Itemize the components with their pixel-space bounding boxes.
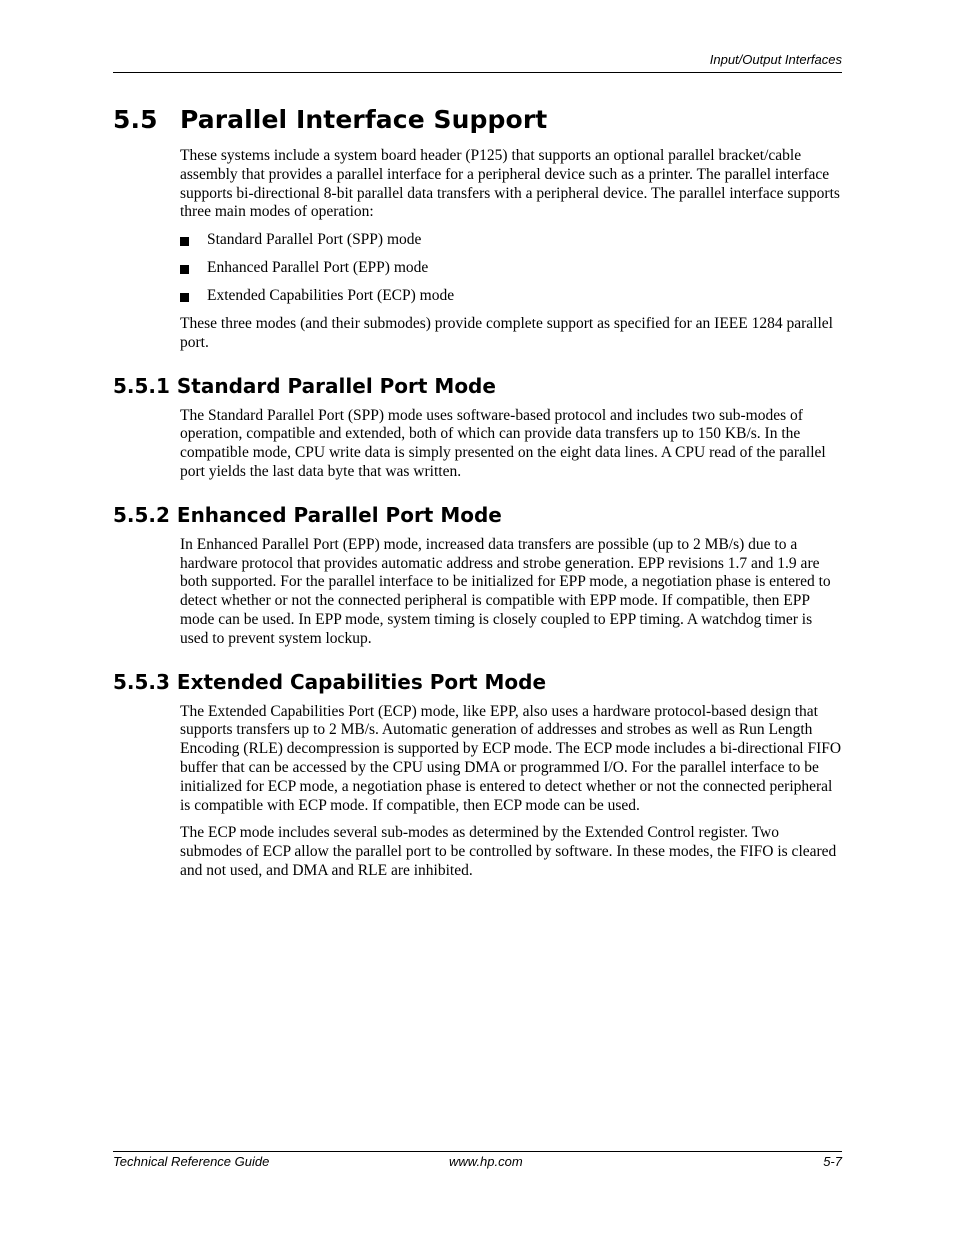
list-item: Extended Capabilities Port (ECP) mode	[180, 287, 842, 306]
page-header: Input/Output Interfaces	[709, 52, 842, 67]
page-footer	[113, 1154, 842, 1170]
bullet-square-icon	[180, 237, 189, 246]
header-rule	[113, 72, 842, 73]
footer-url: www.hp.com	[449, 1154, 523, 1169]
section-intro: These systems include a system board header (P125) that supports an optional parallel bracket/cable assembly that provides a parallel interface for a peripheral device such as a printer. The parallel interface supports bi-directional 8-bit parallel data transfers with a peripheral device. The parallel interface supports three main modes of operation:	[180, 147, 840, 221]
list-item: Standard Parallel Port (SPP) mode	[180, 231, 842, 250]
bullet-square-icon	[180, 265, 189, 274]
modes-list	[113, 231, 842, 306]
ecp-paragraph-1: The Extended Capabilities Port (ECP) mode, like EPP, also uses a hardware protocol-based design that supports transfers up to 2 MB/s. Automatic generation of addresses and strobes as well as Run Length Encoding (RLE) decompression is supported by ECP mode. The ECP mode includes a bi-directional FIFO buffer that can be accessed by the CPU using DMA or programmed I/O. For the parallel interface to be initialized for ECP mode, a negotiation phase is entered to detect whether or not the connected peripheral is compatible with ECP mode. If compatible, then ECP mode can be used.	[180, 702, 842, 814]
epp-paragraph: In Enhanced Parallel Port (EPP) mode, increased data transfers are possible (up to 2 MB/s) due to a hardware protocol that provides automatic address and strobe generation. EPP revisions 1.7 and 1.9 are both supported. For the parallel interface to be initialized for EPP mode, a negotiation phase is entered to detect whether or not the connected peripheral is compatible with EPP mode. If compatible, then EPP mode can be used. In EPP mode, system timing is closely coupled to EPP timing. A watchdog timer is used to prevent system lockup.	[180, 535, 831, 647]
subsection-heading-spp: 5.5.1 Standard Parallel Port Mode	[113, 373, 496, 398]
spp-paragraph: The Standard Parallel Port (SPP) mode uses software-based protocol and includes two sub-modes of operation, compatible and extended, both of which can provide data transfers up to 150 KB/s. In the compatible mode, CPU write data is simply presented on the eight data lines. A CPU read of the parallel port yields the last data byte that was written.	[180, 406, 826, 480]
footer-rule	[113, 1151, 842, 1152]
footer-page-number: 5-7	[823, 1154, 842, 1169]
footer-guide-title: Technical Reference Guide	[113, 1154, 270, 1169]
page-content	[113, 100, 842, 881]
ecp-paragraph-2: The ECP mode includes several sub-modes as determined by the Extended Control register. Two submodes of ECP allow the parallel port to be controlled by software. In these modes, the FIFO is cleared and not used, and DMA and RLE are inhibited.	[180, 824, 837, 879]
section-title: Parallel Interface Support	[180, 105, 548, 134]
section-number: 5.5	[113, 105, 158, 134]
section-outro: These three modes (and their submodes) provide complete support as specified for an IEEE 1284 parallel port.	[180, 314, 833, 351]
list-item: Enhanced Parallel Port (EPP) mode	[180, 259, 842, 278]
section-heading	[113, 101, 842, 139]
subsection-heading-epp: 5.5.2 Enhanced Parallel Port Mode	[113, 502, 502, 527]
subsection-heading-ecp: 5.5.3 Extended Capabilities Port Mode	[113, 669, 547, 694]
bullet-square-icon	[180, 293, 189, 302]
